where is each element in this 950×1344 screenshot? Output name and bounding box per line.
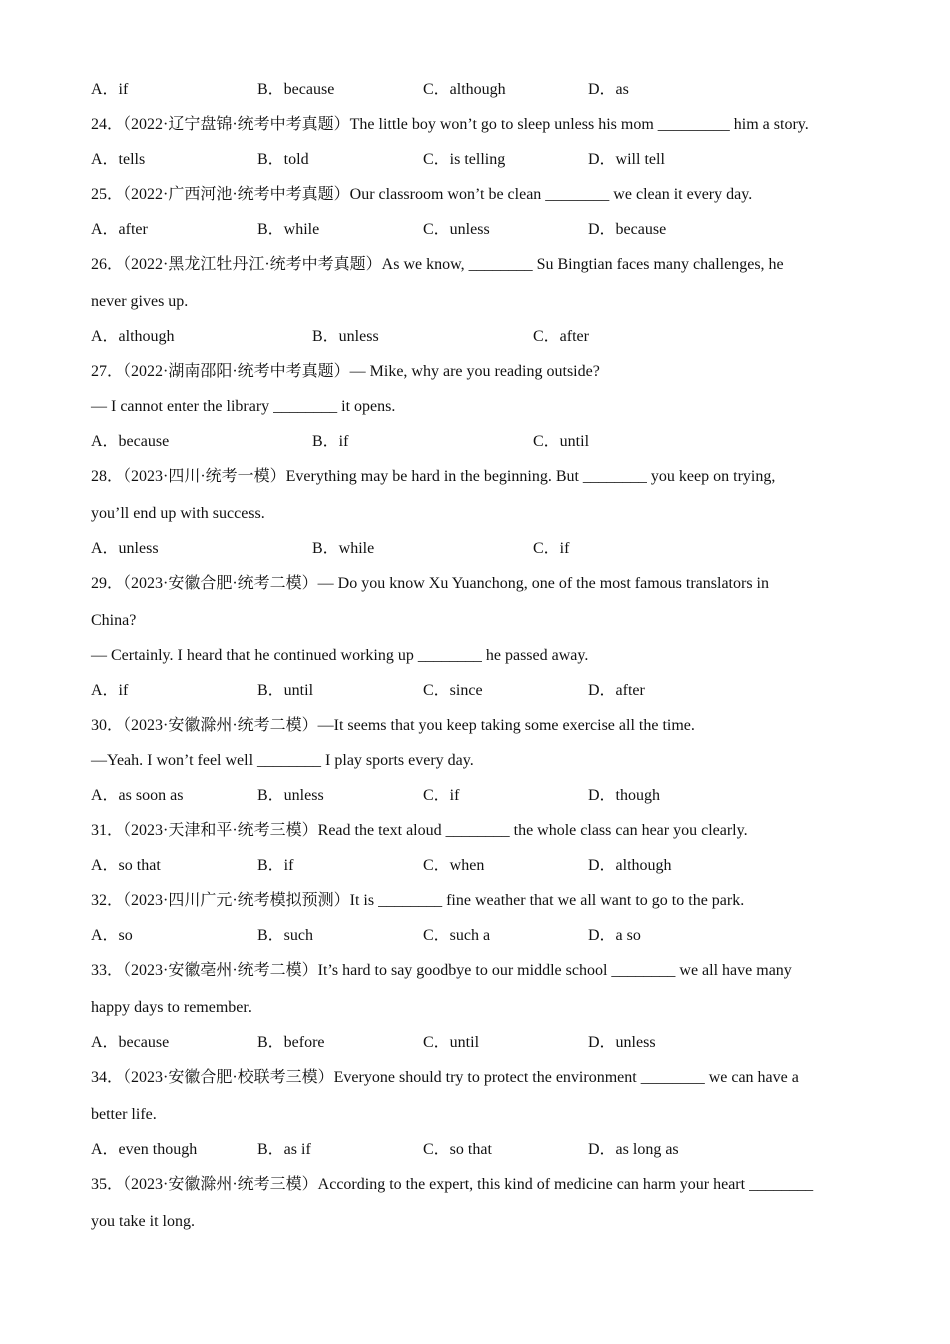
option-a: A．although (91, 328, 175, 345)
option-d: D．after (588, 682, 645, 699)
option-d: D．will tell (588, 151, 665, 168)
option-d: D．as (588, 81, 629, 98)
option-b: B．because (257, 81, 335, 98)
question-27-stem-line1: 27．（2022·湖南邵阳·统考中考真题）— Mike, why are you reading outside? (91, 363, 600, 380)
option-c: C．when (423, 857, 485, 874)
option-c: C．after (533, 328, 589, 345)
question-34-stem-line1: 34．（2023·安徽合肥·校联考三模）Everyone should try to protect the environment ________ we can have a (91, 1069, 799, 1086)
option-b: B．such (257, 927, 314, 944)
question-26-stem-line1: 26．（2022·黑龙江牡丹江·统考中考真题）As we know, ________ Su Bingtian faces many challenges, he (91, 256, 784, 273)
option-a: A．so that (91, 857, 161, 874)
question-29-stem-line3: — Certainly. I heard that he continued working up ________ he passed away. (91, 647, 589, 664)
option-d: D．because (588, 221, 667, 238)
option-b: B．if (257, 857, 294, 874)
option-c: C．is telling (423, 151, 506, 168)
option-c: C．until (533, 433, 590, 450)
question-33-stem-line2: happy days to remember. (91, 999, 252, 1016)
option-c: C．unless (423, 221, 490, 238)
question-26-stem-line2: never gives up. (91, 293, 189, 310)
option-b: B．as if (257, 1141, 311, 1158)
question-29-stem-line1: 29．（2023·安徽合肥·统考二模）— Do you know Xu Yuanchong, one of the most famous translators in (91, 575, 770, 592)
option-b: B．told (257, 151, 309, 168)
option-a: A．after (91, 221, 148, 238)
option-a: A．because (91, 433, 170, 450)
option-c: C．although (423, 81, 506, 98)
question-30-stem-line1: 30．（2023·安徽滁州·统考二模）—It seems that you keep taking some exercise all the time. (91, 717, 695, 734)
option-a: A．unless (91, 540, 159, 557)
question-35-stem-line1: 35．（2023·安徽滁州·统考三模）According to the expert, this kind of medicine can harm your heart ________ (91, 1176, 814, 1193)
question-24-stem: 24．（2022·辽宁盘锦·统考中考真题）The little boy won’t go to sleep unless his mom _________ him a story. (91, 116, 809, 133)
option-b: B．before (257, 1034, 325, 1051)
option-d: D．unless (588, 1034, 656, 1051)
question-28-stem-line1: 28．（2023·四川·统考一模）Everything may be hard in the beginning. But ________ you keep on trying, (91, 468, 776, 485)
option-c: C．since (423, 682, 483, 699)
option-a: A．if (91, 81, 129, 98)
option-a: A．as soon as (91, 787, 184, 804)
option-a: A．tells (91, 151, 146, 168)
option-c: C．if (423, 787, 460, 804)
option-a: A．because (91, 1034, 170, 1051)
option-b: B．until (257, 682, 314, 699)
question-29-stem-line2: China? (91, 612, 137, 629)
question-25-stem: 25．（2022·广西河池·统考中考真题）Our classroom won’t be clean ________ we clean it every day. (91, 186, 753, 203)
question-34-stem-line2: better life. (91, 1106, 157, 1123)
option-a: A．even though (91, 1141, 198, 1158)
option-b: B．while (257, 221, 320, 238)
option-c: C．such a (423, 927, 491, 944)
option-a: A．if (91, 682, 129, 699)
option-d: D．although (588, 857, 672, 874)
option-b: B．unless (257, 787, 324, 804)
option-b: B．unless (312, 328, 379, 345)
question-31-stem: 31．（2023·天津和平·统考三模）Read the text aloud ________ the whole class can hear you clearly. (91, 822, 748, 839)
option-d: D．though (588, 787, 661, 804)
option-a: A．so (91, 927, 133, 944)
option-b: B．if (312, 433, 349, 450)
question-35-stem-line2: you take it long. (91, 1213, 195, 1230)
option-c: C．until (423, 1034, 480, 1051)
option-b: B．while (312, 540, 375, 557)
option-d: D．as long as (588, 1141, 679, 1158)
option-d: D．a so (588, 927, 641, 944)
question-30-stem-line2: —Yeah. I won’t feel well ________ I play sports every day. (91, 752, 474, 769)
option-c: C．so that (423, 1141, 492, 1158)
question-32-stem: 32．（2023·四川广元·统考模拟预测）It is ________ fine weather that we all want to go to the park. (91, 892, 745, 909)
question-27-stem-line2: — I cannot enter the library ________ it opens. (91, 398, 396, 415)
question-33-stem-line1: 33．（2023·安徽亳州·统考二模）It’s hard to say goodbye to our middle school ________ we all have many (91, 962, 792, 979)
option-c: C．if (533, 540, 570, 557)
question-28-stem-line2: you’ll end up with success. (91, 505, 265, 522)
